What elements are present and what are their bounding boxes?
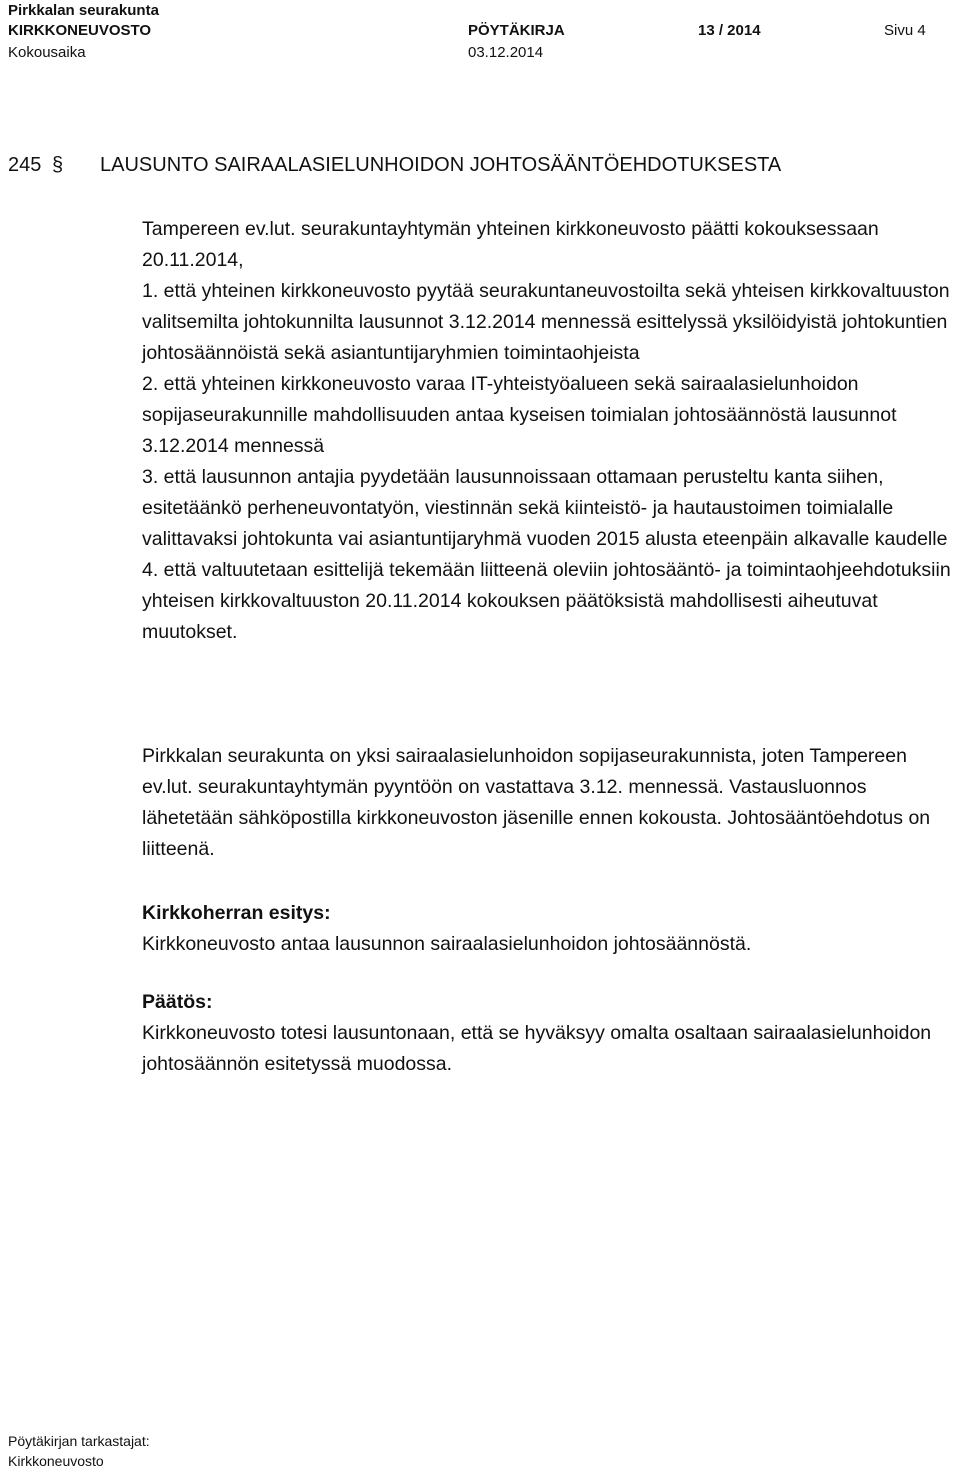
header-doc-type: PÖYTÄKIRJA	[468, 22, 565, 39]
section-heading: LAUSUNTO SAIRAALASIELUNHOIDON JOHTOSÄÄNTÖEHDOTUKSESTA	[100, 154, 782, 176]
header-body-name: KIRKKONEUVOSTO	[8, 22, 152, 39]
header-org: Pirkkalan seurakunta	[8, 2, 159, 19]
decision-block	[142, 987, 954, 1080]
section-sign: §	[52, 154, 64, 176]
context-text: Pirkkalan seurakunta on yksi sairaalasielunhoidon sopijaseurakunnista, joten Tampereen ev.lut. seurakuntayhtymän pyyntöön on vastattava 3.12. mennessä. Vastausluonnos lähetetään sähköpostilla kirkkoneuvoston jäsenille ennen kokousta. Johtosääntöehdotus on liitteenä.	[142, 745, 931, 860]
list-item: 4. että valtuutetaan esittelijä tekemään liitteenä oleviin johtosääntö- ja toimintaohjeehdotuksiin yhteisen kirkkovaltuuston 20.11.2014 kokouksen päätöksistä mahdollisesti aiheutuvat muutokset.	[142, 559, 951, 643]
proposal-text: Kirkkoneuvosto antaa lausunnon sairaalasielunhoidon johtosäännöstä.	[142, 933, 752, 955]
header-page: Sivu 4	[884, 22, 926, 39]
header-meeting-label: Kokousaika	[8, 44, 86, 61]
decision-heading: Päätös:	[142, 991, 213, 1013]
footer-body-name: Kirkkoneuvosto	[8, 1453, 104, 1469]
section-title	[8, 152, 781, 178]
intro-text: Tampereen ev.lut. seurakuntayhtymän yhteinen kirkkoneuvosto päätti kokouksessaan 20.11.2014,	[142, 218, 879, 271]
list-item: 2. että yhteinen kirkkoneuvosto varaa IT-yhteistyöalueen sekä sairaalasielunhoidon sopijaseurakunnille mahdollisuuden antaa kyseisen toimialan johtosäännöstä lausunnot 3.12.2014 mennessä	[142, 373, 897, 457]
context-block	[142, 741, 954, 865]
header-doc-number: 13 / 2014	[698, 22, 761, 39]
intro-block	[142, 214, 954, 648]
footer-reviewers-label: Pöytäkirjan tarkastajat:	[8, 1433, 150, 1449]
proposal-heading: Kirkkoherran esitys:	[142, 902, 331, 924]
list-item: 3. että lausunnon antajia pyydetään lausunnoissaan ottamaan perusteltu kanta siihen, esitetäänkö perheneuvontatyön, viestinnän sekä kiinteistö- ja hautaustoimen toimialalle valittavaksi johtokunta vai asiantuntijaryhmä vuoden 2015 alusta eteenpäin alkavalle kaudelle	[142, 466, 948, 550]
decision-list	[142, 276, 954, 648]
list-item: 1. että yhteinen kirkkoneuvosto pyytää seurakuntaneuvostoilta sekä yhteisen kirkkovaltuuston valitsemilta johtokunnilta lausunnot 3.12.2014 mennessä esittelyssä yksilöidyistä johtokuntien johtosäännöistä sekä asiantuntijaryhmien toimintaohjeista	[142, 280, 950, 364]
decision-text: Kirkkoneuvosto totesi lausuntonaan, että se hyväksyy omalta osaltaan sairaalasielunhoidon johtosäännön esitetyssä muodossa.	[142, 1022, 932, 1075]
section-number: 245	[8, 154, 42, 176]
header-meeting-date: 03.12.2014	[468, 44, 544, 61]
proposal-block	[142, 898, 954, 960]
